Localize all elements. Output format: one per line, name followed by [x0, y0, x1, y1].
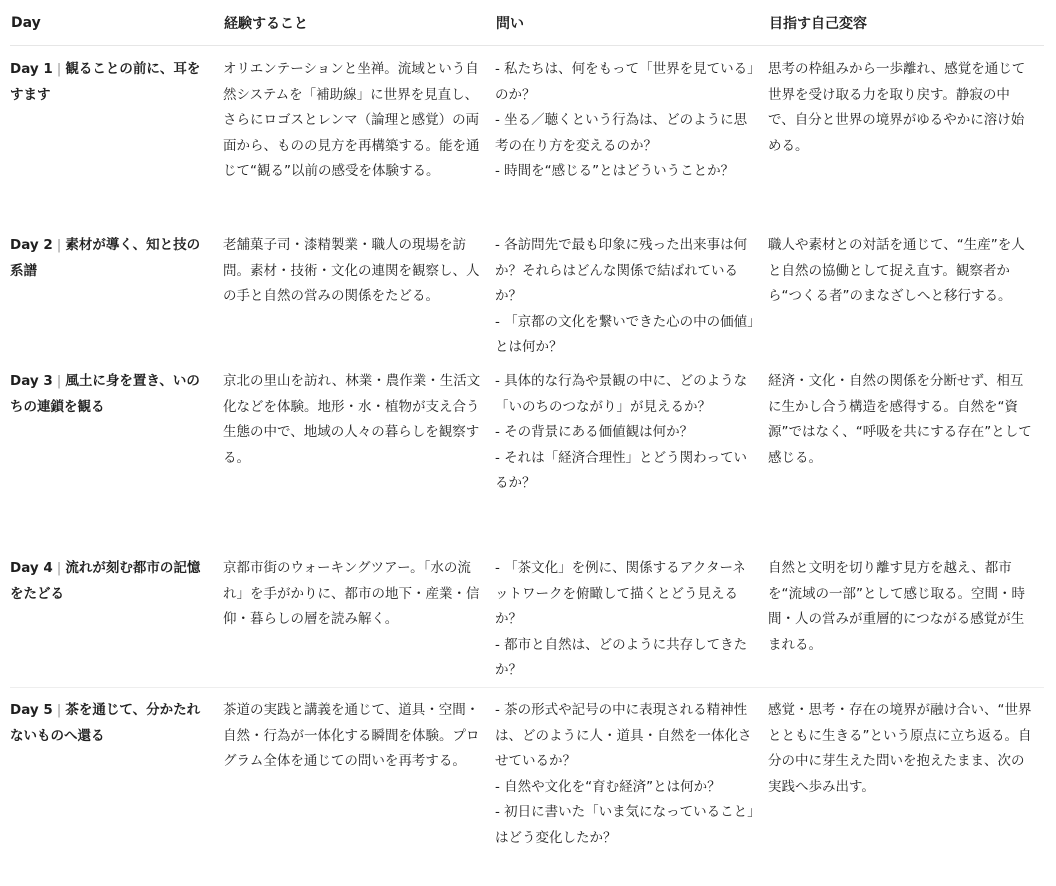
day-label: Day 4 — [10, 560, 53, 576]
transformation-cell — [768, 688, 1044, 852]
header-transformation: 目指す自己変容 — [768, 0, 1044, 46]
transformation-text: 思考の枠組みから一歩離れ、感覚を通じて世界を受け取る力を取り戻す。静寂の中で、自分と世界の境界がゆるやかに溶け始める。 — [768, 61, 1026, 154]
table-row — [10, 545, 1044, 688]
day-cell — [10, 545, 223, 688]
transformation-text: 自然と文明を切り離す見方を越え、都市を“流域の一部”として感じ取る。空間・時間・人の営みが重層的につながる感覚が生まれる。 — [768, 560, 1025, 653]
day-title: 風土に身を置き、いのちの連鎖を観る — [10, 373, 200, 415]
transformation-text: 経済・文化・自然の関係を分断せず、相互に生かし合う構造を感得する。自然を“資源”ではなく、“呼吸を共にする存在”として感じる。 — [768, 373, 1032, 466]
header-row — [10, 0, 1044, 46]
day-title: 素材が導く、知と技の系譜 — [10, 237, 201, 279]
question-item: - 具体的な行為や景観の中に、どのような「いのちのつながり」が見えるか？ — [495, 373, 748, 415]
day-separator: | — [56, 61, 62, 77]
day-label: Day 1 — [10, 61, 53, 77]
transformation-text: 感覚・思考・存在の境界が融け合い、“世界とともに生きる”という原点に立ち返る。自分の中に芽生えた問いを抱えたまま、次の実践へ歩み出す。 — [768, 702, 1032, 795]
experience-cell — [223, 545, 495, 688]
day-label: Day 3 — [10, 373, 53, 389]
day-cell — [10, 46, 223, 224]
experience-text: 茶道の実践と講義を通じて、道具・空間・自然・行為が一体化する瞬間を体験。プログラム全体を通じての問いを再考する。 — [223, 702, 480, 769]
day-title: 茶を通じて、分かたれないものへ還る — [10, 702, 201, 744]
day-separator: | — [56, 702, 62, 718]
experience-cell — [223, 688, 495, 852]
day-label: Day 5 — [10, 702, 53, 718]
experience-text: オリエンテーションと坐禅。流域という自然システムを「補助線」に世界を見直し、さらにロゴスとレンマ（論理と感覚）の両面から、ものの見方を再構築する。能を通じて“観る”以前の感受を体験する。 — [223, 61, 480, 179]
day-cell — [10, 688, 223, 852]
day-cell — [10, 223, 223, 363]
day-title: 流れが刻む都市の記憶をたどる — [10, 560, 201, 602]
question-item: - 坐る／聴くという行為は、どのように思考の在り方を変えるのか？ — [495, 112, 748, 154]
questions-cell — [495, 363, 768, 545]
experience-cell — [223, 46, 495, 224]
questions-cell — [495, 46, 768, 224]
transformation-cell — [768, 363, 1044, 545]
question-item: - 初日に書いた「いま気になっていること」はどう変化したか？ — [495, 804, 754, 846]
day-separator: | — [56, 373, 62, 389]
transformation-cell — [768, 545, 1044, 688]
experience-text: 京都市街のウォーキングツアー。「水の流れ」を手がかりに、都市の地下・産業・信仰・暮らしの層を読み解く。 — [223, 560, 480, 627]
experience-text: 老舗菓子司・漆精製業・職人の現場を訪問。素材・技術・文化の連関を観察し、人の手と自然の営みの関係をたどる。 — [223, 237, 480, 304]
question-item: - 都市と自然は、どのように共存してきたか？ — [495, 636, 748, 678]
day-separator: | — [56, 237, 62, 253]
table-row — [10, 223, 1044, 363]
question-item: - 「京都の文化を繋いできた心の中の価値」とは何か？ — [495, 313, 754, 355]
question-item: - 茶の形式や記号の中に表現される精神性は、どのように人・道具・自然を一体化させているか？ — [495, 702, 752, 769]
day-title: 観ることの前に、耳をすます — [10, 61, 201, 103]
transformation-cell — [768, 46, 1044, 224]
table-row — [10, 363, 1044, 545]
table-body — [10, 46, 1044, 852]
question-item: - 各訪問先で最も印象に残った出来事は何か？それらはどんな関係で結ばれているか？ — [495, 237, 748, 304]
header-questions: 問い — [495, 0, 768, 46]
day-separator: | — [56, 560, 62, 576]
table-header — [10, 0, 1044, 46]
question-item: - それは「経済合理性」とどう関わっているか？ — [495, 449, 748, 491]
question-item: - 時間を“感じる”とはどういうことか？ — [495, 163, 735, 179]
experience-text: 京北の里山を訪れ、林業・農作業・生活文化などを体験。地形・水・植物が支え合う生態の中で、地域の人々の暮らしを観察する。 — [223, 373, 481, 466]
question-item: - その背景にある価値観は何か？ — [495, 424, 694, 440]
question-item: - 私たちは、何をもって「世界を見ている」のか？ — [495, 61, 754, 103]
header-day: Day — [10, 0, 223, 46]
day-label: Day 2 — [10, 237, 53, 253]
table-row — [10, 688, 1044, 852]
table-row — [10, 46, 1044, 224]
transformation-text: 職人や素材との対話を通じて、“生産”を人と自然の協働として捉え直す。観察者から“つくる者”のまなざしへと移行する。 — [768, 237, 1025, 304]
transformation-cell — [768, 223, 1044, 363]
day-cell — [10, 363, 223, 545]
questions-cell — [495, 545, 768, 688]
question-item: - 自然や文化を“育む経済”とは何か？ — [495, 778, 721, 795]
program-table — [10, 0, 1044, 851]
questions-cell — [495, 688, 768, 852]
question-item: - 「茶文化」を例に、関係するアクターネットワークを俯瞰して描くとどう見えるか？ — [495, 560, 746, 627]
header-experience: 経験すること — [223, 0, 495, 46]
experience-cell — [223, 363, 495, 545]
experience-cell — [223, 223, 495, 363]
questions-cell — [495, 223, 768, 363]
